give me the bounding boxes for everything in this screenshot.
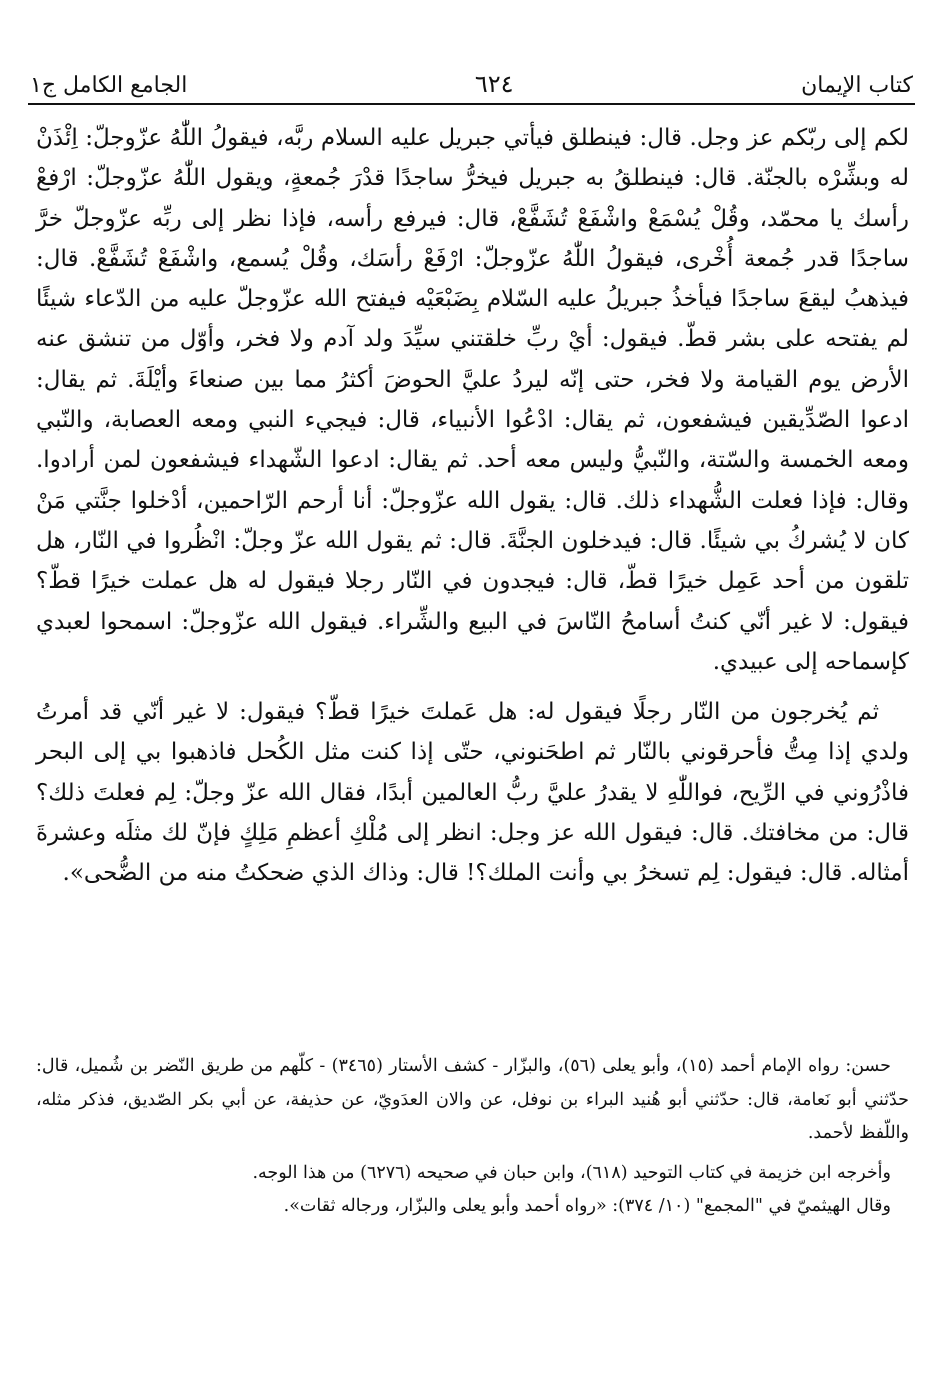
hadith-text	[36, 118, 909, 894]
hadith-paragraph-1: لكم إلى ربّكم عز وجل. قال: فينطلق فيأتي جبريل عليه السلام ربَّه، فيقولُ اللّٰهُ عزّوجلّ: اِئْذَنْ له وبشِّرْه بالجنّة. قال: فينطلقُ به جبريل فيخرُّ ساجدًا قدْرَ جُمعةٍ، ويقول اللّٰهُ عزّوجلّ: ارْفعْ رأسك يا محمّد، وقُلْ يُسْمَعْ واشْفَعْ تُشَفَّعْ، قال: فيرفع رأسه، فإذا نظر إلى ربِّه عزّوجلّ خرَّ ساجدًا قدر جُمعة أُخْرى، فيقولُ اللّٰهُ عزّوجلّ: ارْفَعْ رأسَك، وقُلْ يُسمع، واشْفَعْ تُشَفَّعْ. قال: فيذهبُ ليقعَ ساجدًا فيأخذُ جبريلُ عليه السّلام بِضَبْعَيْه فيفتح الله عزّوجلّ عليه من الدّعاء شيئًا لم يفتحه على بشر قطّ. فيقول: أيْ ربِّ خلقتني سيِّدَ ولد آدم ولا فخر، وأوّل من تنشق عنه الأرض يوم القيامة ولا فخر، حتى إنّه ليردُ عليَّ الحوضَ أكثرُ مما بين صنعاءَ وأيْلَةَ. ثم يقال: ادعوا الصّدِّيقين فيشفعون، ثم يقال: ادْعُوا الأنبياء، قال: فيجيء النبي ومعه العصابة، والنّبي ومعه الخمسة والسّتة، والنّبيُّ وليس معه أحد. ثم يقال: ادعوا الشّهداء فيشفعون لمن أرادوا. وقال: فإذا فعلت الشُّهداء ذلك. قال: يقول الله عزّوجلّ: أنا أرحم الرّاحمين، أدْخلوا جنَّتي مَنْ كان لا يُشركُ بي شيئًا. قال: فيدخلون الجنَّةَ. قال: ثم يقول الله عزّ وجلّ: انْظُروا في النّار، هل تلقون من أحد عَمِل خيرًا قطّ، قال: فيجدون في النّار رجلا فيقول له هل عملت خيرًا قطّ؟ فيقول: لا غير أنّي كنتُ أسامحُ النّاسَ في البيع والشِّراء. فيقول الله عزّوجلّ: اسمحوا لعبدي كإسماحه إلى عبيدي.	[36, 125, 909, 675]
header-divider	[28, 103, 915, 105]
takhrij-notes	[36, 1050, 909, 1224]
hadith-paragraph-2: ثم يُخرجون من النّار رجلًا فيقول له: هل عَملتَ خيرًا قطّ؟ فيقول: لا غير أنّي قد أمرتُ ولدي إذا مِتُّ فأحرقوني بالنّار ثم اطحَنوني، حتّى إذا كنت مثل الكُحل فاذهبوا بي إلى البحر فاذْرُوني في الرِّيح، فواللّٰهِ لا يقدرُ عليَّ ربُّ العالمين أبدًا، فقال الله عزّ وجلّ: لِم فعلتَ ذلك؟ قال: من مخافتك. قال: فيقول الله عز وجل: انظر إلى مُلْكِ أعظمِ مَلِكٍ فإنّ لك مثلَه وعشرةَ أمثاله. قال: فيقول: لِم تسخرُ بي وأنت الملك؟! قال: وذاك الذي ضحكتُ منه من الضُّحى».	[36, 699, 909, 887]
page-header	[30, 58, 913, 98]
takhrij-note-3: وقال الهيثميّ في "المجمع" (١٠/ ٣٧٤): «رواه أحمد وأبو يعلى والبزّار، ورجاله ثقات».	[283, 1196, 891, 1216]
page-number: ٦٢٤	[474, 70, 514, 98]
takhrij-note-2: وأخرجه ابن خزيمة في كتاب التوحيد (٦١٨)، وابن حبان في صحيحه (٦٢٧٦) من هذا الوجه.	[252, 1162, 891, 1183]
book-title: كتاب الإيمان	[801, 73, 913, 98]
collection-title: الجامع الكامل ج١	[30, 73, 188, 98]
takhrij-note-1: حسن: رواه الإمام أحمد (١٥)، وأبو يعلى (٥٦)، والبزّار - كشف الأستار (٣٤٦٥) - كلّهم من طريق النّضر بن شُميل، قال: حدّثني أبو نَعامة، قال: حدّثني أبو هُنيد البراء بن نوفل، عن والان العدَويّ، عن حذيفة، عن أبي بكر الصّديق، فذكر مثله، واللّفظ لأحمد.	[36, 1056, 909, 1143]
